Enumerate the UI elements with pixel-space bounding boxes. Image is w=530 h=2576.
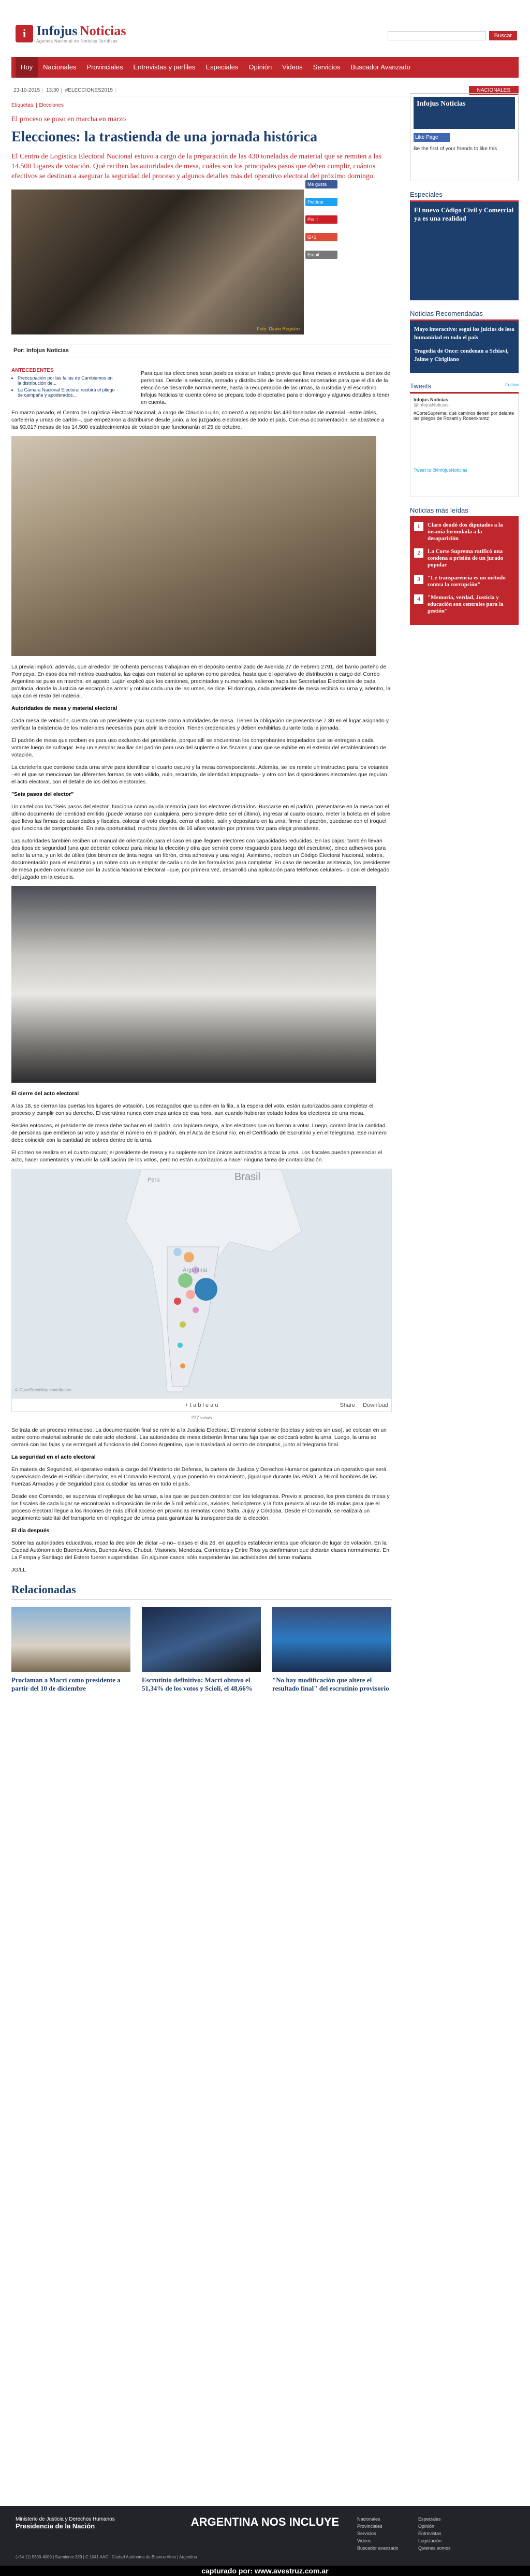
footer-link[interactable]: Especiales [418, 2516, 441, 2522]
tweet-button[interactable]: Twittear [305, 198, 337, 206]
rank-number: 1 [414, 522, 423, 531]
subheading: El día después [11, 1527, 50, 1534]
ballot-boxes-photo [11, 886, 376, 1083]
email-button[interactable]: Email [305, 251, 337, 259]
footer-link[interactable]: Legislación [418, 2538, 442, 2543]
leida-item[interactable] [414, 522, 514, 542]
especiales-item[interactable] [410, 202, 519, 300]
article-paragraph: En materia de Seguridad, el operativo estará a cargo del Ministerio de Defensa, la cartera de Justicia y Derechos Humanos garantiza un operativo que será supervisado desde el Edificio Libertador, en el Comando Electoral, y que ponerán en movimiento, (igual que durante las PASO, a 96 mil hombres de las Fuerzas Armadas y de Seguridad para custodiar las urnas en todo el país. [11, 1466, 387, 1487]
search-input[interactable] [388, 31, 486, 40]
map-views: 277 views [191, 1415, 212, 1420]
nav-hoy[interactable]: Hoy [16, 57, 38, 78]
map-point[interactable] [186, 1290, 195, 1299]
map-point[interactable] [173, 1248, 182, 1256]
tweets-block [410, 380, 519, 497]
nav-buscador[interactable]: Buscador Avanzado [350, 63, 410, 71]
nav-entrevistas[interactable]: Entrevistas y perfiles [133, 63, 196, 71]
related-item[interactable] [272, 1607, 391, 1693]
map-download-button[interactable]: Download [363, 1402, 388, 1408]
article-paragraph: El padrón de mesa que reciben es para uso exclusivo del presidente, porque allí se encuentran los comprobantes troquelados que se entregan a cada votante luego de sufragar. Hay un ejemplar auxiliar del padrón para uso del suplente o los fiscales y uno que se exhibe en el exterior del establecimiento de votación. [11, 737, 386, 758]
recomendada-item[interactable]: Mayo interactivo: seguí los juicios de lesa humanidad en todo el país [414, 326, 514, 341]
capture-watermark: capturado por: www.avestruz.com.ar [0, 2566, 530, 2576]
site-footer [0, 2506, 530, 2566]
subheading: La seguridad en el acto electoral [11, 1454, 96, 1460]
leida-title[interactable]: Claro deudó dos diputados a la insania formulada a la desaparición [428, 522, 503, 542]
footer-link[interactable]: Servicios [357, 2531, 376, 2536]
map-label-brasil: Brasil [234, 1171, 261, 1183]
leidas-title: Noticias más leídas [410, 504, 519, 518]
antecedentes-title: ANTECEDENTES [11, 368, 54, 373]
footer-link[interactable]: Buscador avanzado [357, 2545, 399, 2551]
map-point[interactable] [180, 1363, 185, 1369]
related-item-title[interactable]: Proclaman a Macri como presidente a partir del 10 de diciembre [11, 1676, 121, 1692]
related-item-title[interactable]: "No hay modificación que altere el resultado final" del escrutinio provisorio [272, 1676, 389, 1692]
related-item-title[interactable]: Escrutinio definitivo: Macri obtuvo el 51,34% de los votos y Scioli, el 48,66% [142, 1676, 253, 1692]
search-button[interactable]: Buscar [489, 31, 517, 40]
search-bar [388, 31, 517, 40]
related-section [11, 1583, 392, 1693]
rank-number: 2 [414, 548, 423, 558]
ministry-name: Ministerio de Justicia y Derechos Humanos [16, 2516, 115, 2522]
leida-title[interactable]: La Corte Suprema ratificó una condena a prisión de un jurado popular [428, 548, 504, 568]
article-paragraph: A las 18, se cierran las puertas los lugares de votación. Los rezagados que queden en la fila, a la espera del voto, están autorizados para completar el proceso y cumplir con su derecho. El escrutinio nunca comienza antes de esa hora, aun cuando hubieran votado todos los electores de una mesa. [11, 1103, 374, 1116]
map-point[interactable] [178, 1273, 193, 1288]
related-image [272, 1607, 391, 1672]
map-point[interactable] [184, 1252, 194, 1262]
recomendada-item[interactable]: Tragedia de Once: condenan a Schiavi, Jaime y Cirigliano [414, 348, 509, 362]
rank-number: 4 [414, 594, 423, 604]
nav-servicios[interactable]: Servicios [313, 63, 341, 71]
tableau-map[interactable] [11, 1169, 392, 1412]
article-main-photo [11, 190, 304, 334]
article-paragraph: Desde ese Comando, se supervisa el repliegue de las urnas, a las que se pueden controlar con los telegramas. Previo al proceso, los presidentes de mesa y los fiscales de cada lugar se encontrarán a disposición de más de 5 mil vehículos, aviones, helicópteros y la flota prevista al uso de 85 mulas para que el proceso electoral llegue a los rincones de más difícil acceso en provincias remotas como Salta, Jujuy y Córdoba. Desde el Comando, se realizará un seguimiento satelital del transporte en el repliegue de urnas para garantizar la transparencia de la elección. [11, 1493, 390, 1521]
nav-provinciales[interactable]: Provinciales [86, 63, 123, 71]
especiales-item-title[interactable]: El nuevo Código Civil y Comercial ya es una realidad [414, 206, 514, 222]
map-point[interactable] [178, 1343, 183, 1348]
logo-text-noticias: Noticias [79, 23, 126, 38]
tweet-card [410, 394, 519, 497]
subheading: Autoridades de mesa y material electoral [11, 705, 117, 711]
site-logo[interactable] [16, 23, 126, 43]
article-paragraph: En marzo pasado, el Centro de Logística Electoral Nacional, a cargo de Claudio Luján, comenzó a organizar las 430 toneladas de material –entre útiles, cartelería y urnas de cartón–, que empezaron a distribuirse desde junio, a los juzgados electorales de todo el país. Con esa documentación, se abastece a las 93.017 mesas de los 14.500 establecimientos de votación que funcionarán el 25 de octubre. [11, 410, 385, 430]
fb-like-button[interactable]: Like Page [414, 133, 450, 142]
article-main [11, 93, 392, 1911]
related-item[interactable] [142, 1607, 261, 1693]
article-paragraph: Recién entonces, el presidente de mesa debe tachar en el padrón, con lapicera negra, a los electores que no fueron a votar. Luego, contabilizar la cantidad de personas que emitieron su voto y asentar el número en el padrón, en el Acta de Escrutinio, en el Certificado de Escrutinio y en el telegrama. Ese número debe coincidir con la cantidad de sobres dentro de la urna. [11, 1123, 387, 1143]
map-point[interactable] [195, 1278, 217, 1301]
related-image [11, 1607, 130, 1672]
signature: JG/LL [11, 1567, 26, 1573]
recomendadas-block [410, 308, 519, 373]
antecedente-link[interactable]: • Preocupación por las fallas de Cambiemos en la distribución de... [18, 375, 115, 386]
follow-button[interactable]: Follow [505, 382, 519, 387]
argentina-logo: ARGENTINA NOS INCLUYE [190, 2515, 340, 2528]
article-time: 13:30 [44, 88, 62, 93]
site-header [0, 0, 530, 57]
nav-videos[interactable]: Videos [282, 63, 303, 71]
subheading: El cierre del acto electoral [11, 1090, 79, 1097]
nav-opinion[interactable]: Opinión [248, 63, 272, 71]
article-hashtag[interactable]: #ELECCIONES2015 [63, 88, 115, 93]
photo-credit: Foto: Diario Registro [257, 326, 300, 331]
article-meta [11, 88, 115, 93]
article-body-area [11, 357, 392, 1911]
facebook-like-button[interactable]: Me gusta [305, 180, 337, 188]
google-plus-button[interactable]: G+1 [305, 233, 337, 241]
related-item[interactable] [11, 1607, 130, 1693]
article-intro [141, 370, 392, 411]
footer-links [357, 2516, 475, 2551]
tags-breadcrumb[interactable]: Etiquetas: | Elecciones [11, 103, 64, 108]
article-body [11, 409, 392, 1693]
article-lead: El Centro de Logística Electoral Nacional estuvo a cargo de la preparación de las 430 toneladas de material que se remiten a las 14.500 lugares de votación. Qué reciben las autoridades de mesa, cuáles son los principales pasos que deben cumplir, cuántos efectivos se destinan a asegurar la seguridad del proceso y algunos detalles más del operativo electoral del próximo domingo. [11, 153, 382, 180]
article-kicker: El proceso se puso en marcha en marzo [11, 115, 126, 123]
related-title: Relacionadas [11, 1583, 392, 1600]
footer-address: (+54 11) 5300-4000 | Sarmiento 329 | C 1041 AAG | Ciudad Autónoma de Buenos Aires | Argentina [16, 2555, 197, 2559]
tweet-user[interactable]: Infojus Noticias [414, 397, 449, 402]
logo-mark-icon: i [16, 25, 33, 42]
footer-link[interactable]: Videos [357, 2538, 372, 2543]
article-paragraph: Cada mesa de votación, cuenta con un presidente y su suplente como autoridades de mesa. Tienen la obligación de presentarse 7.30 en el lugar asignado y verificar la existencia de los materiales necesarios para abrir la elección. Tienen credenciales y deben exhibirlas durante toda la jornada. [11, 718, 389, 731]
presidency-name: Presidencia de la Nación [16, 2522, 95, 2530]
tweets-title: Tweets [410, 382, 432, 390]
map-point[interactable] [180, 1321, 186, 1328]
nav-especiales[interactable]: Especiales [205, 63, 239, 71]
main-nav [11, 57, 519, 78]
recomendadas-list [410, 321, 519, 373]
facebook-widget [410, 93, 519, 181]
tableau-footer [12, 1398, 391, 1411]
footer-link[interactable]: Nacionales [357, 2516, 380, 2522]
section-badge[interactable]: NACIONALES [469, 86, 519, 95]
map-canvas [12, 1169, 391, 1397]
logo-subtitle: Agencia Nacional de Noticias Jurídicas [36, 39, 118, 43]
antecedente-link[interactable]: • La Cámara Nacional Electoral recibirá el pliego de campaña y apoderados... [18, 387, 115, 398]
article-date: 23-10-2015 [11, 88, 42, 93]
map-label-peru: Perú [148, 1177, 160, 1183]
map-share-button[interactable]: Share [340, 1402, 355, 1408]
nav-nacionales[interactable]: Nacionales [43, 63, 77, 71]
footer-link[interactable]: Entrevistas [418, 2531, 441, 2536]
warehouse-photo [11, 436, 376, 656]
article-paragraph: Sobre las autoridades educativas, recae la decisión de dictar –o no– clases el día 26, en aquellos establecimientos que oficiaron de lugar de votación. En la Ciudad Autónoma de Buenos Aires, Buenos Aires, Chubut, Misiones, Mendoza, Corrientes y Entre Ríos ya confirmaron que dictarán clases normalmente. En La Pampa y Santiago del Estero fueron suspendidas. En algunos casos, sólo suspenderán las actividades del turno mañana. [11, 1540, 390, 1561]
article-paragraph: La cartelería que contiene cada urna sirve para identificar el cuarto oscuro y la mesa correspondiente. Además, se les remite un instructivo para los votantes –en el que se mencionan las diferentes formas de voto válido, nulo, recurrido, de identidad impugnada– y otro con las disposiciones electorales que regulan el acto electoral, con el detalle de los delitos electorales. [11, 764, 389, 785]
pinterest-button[interactable]: Pin it [305, 215, 337, 224]
footer-link[interactable]: Quienes somos [418, 2545, 451, 2551]
share-column [305, 180, 342, 268]
footer-link[interactable]: Provinciales [357, 2524, 382, 2529]
leida-item[interactable] [414, 548, 514, 569]
subheading: "Seis pasos del elector" [11, 791, 74, 797]
tweet-to-link[interactable]: Tweet to @InfojusNoticias [414, 468, 468, 473]
tweet-handle[interactable]: @InfojusNoticias [414, 402, 449, 407]
byline: Por: Infojus Noticias [11, 344, 392, 357]
article-paragraph: El conteo se realiza en el cuarto oscuro; el presidente de mesa y su suplente son los únicos autorizados a tocar la urna. Los fiscales pueden presenciar el acto, hacer comentarios y recurrir la calificación de los votos, pero no están autorizados a hacer ninguna tarea de contabilización. [11, 1149, 382, 1163]
map-point[interactable] [174, 1298, 181, 1305]
fb-page-title[interactable]: Infojus Noticias [414, 97, 515, 129]
tweets-header [410, 380, 519, 394]
fb-text: Be the first of your friends to like this [414, 146, 497, 152]
article-paragraph: Un cartel con los "Seis pasos del elector" funciona como ayuda memoria para los electores distraídos. Buscarse en el padrón, presentarse en la mesa con el último documento de identidad emitido (puede votarse con cualquiera, pero siempre debe ser el último), ingresar al cuarto oscuro, meter la boleta en el sobre que lleva las firmas de autoridades y fiscales, colocar el voto elegido, cerrar el sobre, salir y depositarlo en la urna, firmar el padrón, quedarse con el troquel que funciona de comprobante. En esta oportunidad, muchos jóvenes de 16 años votarán por primera vez para elegir presidente. [11, 804, 390, 832]
rank-number: 3 [414, 575, 423, 584]
leidas-block [410, 504, 519, 625]
antecedentes-box [11, 368, 115, 399]
article-paragraph: Se trata de un proceso minucioso. La documentación final se remite a la Justicia Electoral. El material sobrante (boletas y sobres sin uso), se colocan en un sobre como material sobrante de este acto electoral. Las autoridades de mesa deberán firmar una faja que se colocará sobre la urna. Luego, la urna se cerrará con las fajas y se entregará al funcionario del Correo Argentino, que la trasladará al centro de cómputos, junto al telegrama final. [11, 1427, 387, 1448]
leidas-list [410, 518, 519, 625]
tableau-logo[interactable]: + t a b l e a u [185, 1402, 218, 1408]
leida-item[interactable] [414, 575, 514, 588]
map-point[interactable] [193, 1307, 199, 1313]
sidebar [410, 93, 519, 625]
related-image [142, 1607, 261, 1672]
article-paragraph: La previa implicó, además, que alrededor de ochenta personas trabajaran en el depósito centralizado de Avenida 27 de Febrero 2791, del barrio porteño de Pompeya. En esos dos mil metros cuadrados, las cajas con material se apilaron como paredes, hasta que el operativo de distribución a cargo del Correo Argentino se puso en marcha, en agosto. Luján explicó que los camiones, precintados y numerados, salieron hacia las Secretarías Electorales de cada provincia, donde la Justicia se encargó de armar y rotular cada una de las urnas, se dice. El domingo, cada presidente de mesa recibirá su urna y, adentro, la caja con el resto del material. [11, 664, 391, 699]
leida-title[interactable]: "Le transparencia es un método contra la corrupción" [428, 575, 506, 588]
leida-title[interactable]: "Memoria, verdad, Justicia y educación son centrales para la gestión" [428, 594, 504, 614]
tweet-text: #CorteSuprema: qué caminos tienen por delante las pliegos de Rosatti y Rosenkrantz [414, 411, 514, 421]
article-title: Elecciones: la trastienda de una jornada histórica [11, 129, 318, 145]
map-label-argentina: Argentina [183, 1267, 208, 1273]
recomendadas-title: Noticias Recomendadas [410, 308, 519, 321]
especiales-block [410, 188, 519, 300]
especiales-title: Especiales [410, 188, 519, 202]
map-credit: © OpenStreetMap contributors [15, 1388, 71, 1392]
leida-item[interactable] [414, 594, 514, 615]
logo-text-infojus: Infojus [36, 23, 78, 38]
footer-link[interactable]: Opinión [418, 2524, 435, 2529]
article-paragraph: Para que las elecciones sean posibles existe un trabajo previo que lleva meses e involucra a cientos de personas. Desde la selección, armado y distribución de los elementos necesarios para que el día de la elección se desarrolle normalmente, hasta la recuperación de las urnas, la custodia y el escrutinio. Infojus Noticias te cuenta cómo se prepara todo el operativo para el domingo y algunos detalles a tener en cuenta. [141, 370, 391, 405]
article-paragraph: Las autoridades también reciben un manual de orientación para el caso en que lleguen electores con capacidades reducidas. En las cajas, también llevan dos tipos de seguridad (una que deberán colocar para iniciar la elección y otra que servirá como resguardo para luego del escrutinio), cinco adhesivos para sellar la urna, y un kit de útiles (dos biromes de tinta negra, un fibrón, cinta adhesiva y una regla). Asimismo, reciben un Código Electoral Nacional, sobres, documentación para el escrutinio y un sobre con un ejemplar de cada uno de los formularios para completar. En caso de necesitar asistencia, los presidentes de mesa pueden comunicarse con la Justicia Nacional Electoral –que, por primera vez, desarrolló una aplicación para teléfonos celulares– o con el delegado del juzgado en la escuela. [11, 838, 391, 880]
